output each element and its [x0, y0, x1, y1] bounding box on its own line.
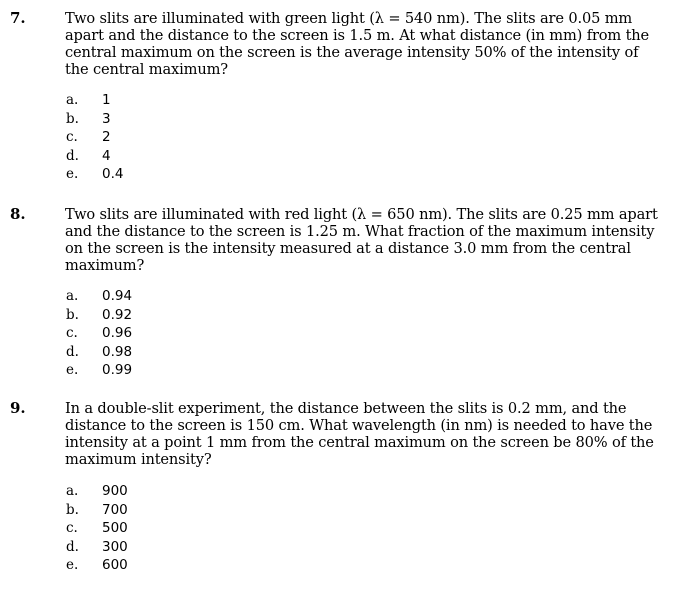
- option-value: 0.94: [102, 288, 133, 304]
- option-label: c.: [66, 129, 78, 145]
- option-e[interactable]: [66, 165, 266, 184]
- question-line: central maximum on the screen is the average intensity 50% of the intensity of: [65, 44, 639, 61]
- option-label: b.: [66, 110, 79, 127]
- option-value: 0.92: [102, 306, 133, 323]
- question-line: maximum intensity?: [65, 451, 212, 468]
- option-label: e.: [66, 557, 79, 573]
- question-line: Two slits are illuminated with green light (λ = 540 nm). The slits are 0.05 mm: [65, 10, 633, 27]
- option-label: a.: [66, 483, 79, 499]
- question-line: the central maximum?: [65, 61, 228, 78]
- question-text: [65, 10, 665, 78]
- question-line: distance to the screen is 150 cm. What wavelength (in nm) is needed to have the: [65, 417, 653, 434]
- question-line: Two slits are illuminated with red light (λ = 650 nm). The slits are 0.25 mm apart: [65, 206, 658, 223]
- option-label: a.: [66, 288, 79, 304]
- question-number: 8.: [10, 205, 26, 223]
- option-value: 0.96: [102, 325, 133, 341]
- question-number: 7.: [10, 9, 26, 27]
- option-c[interactable]: [66, 128, 266, 147]
- question-number: 9.: [10, 399, 26, 417]
- option-value: 500: [102, 520, 128, 536]
- option-value: 0.99: [102, 362, 133, 378]
- question-line: on the screen is the intensity measured at a distance 3.0 mm from the central: [65, 240, 631, 257]
- option-d[interactable]: [66, 147, 266, 166]
- option-value: 0.4: [102, 166, 124, 182]
- question-line: apart and the distance to the screen is 1.5 m. At what distance (in mm) from the: [65, 27, 650, 44]
- option-value: 300: [102, 538, 128, 555]
- question-text: [65, 206, 665, 274]
- option-value: 3: [102, 110, 111, 127]
- option-label: c.: [66, 325, 78, 341]
- option-b[interactable]: [66, 306, 266, 325]
- option-a[interactable]: [66, 482, 266, 501]
- option-value: 2: [102, 129, 111, 145]
- option-label: d.: [66, 538, 79, 555]
- option-c[interactable]: [66, 519, 266, 538]
- option-a[interactable]: [66, 91, 266, 110]
- option-label: b.: [66, 306, 79, 323]
- option-value: 700: [102, 501, 128, 518]
- question-line: maximum?: [65, 257, 145, 274]
- option-label: a.: [66, 92, 79, 108]
- option-label: e.: [66, 362, 79, 378]
- option-e[interactable]: [66, 556, 266, 575]
- option-d[interactable]: [66, 538, 266, 557]
- option-value: 900: [102, 483, 128, 499]
- option-d[interactable]: [66, 343, 266, 362]
- option-label: d.: [66, 343, 79, 360]
- question-text: [65, 400, 665, 468]
- option-value: 4: [102, 147, 111, 164]
- option-value: 600: [102, 557, 128, 573]
- options-list-9: [66, 482, 266, 575]
- question-line: intensity at a point 1 mm from the central maximum on the screen be 80% of the: [65, 434, 654, 451]
- question-line: and the distance to the screen is 1.25 m. What fraction of the maximum intensity: [65, 223, 655, 240]
- option-value: 0.98: [102, 343, 133, 360]
- option-b[interactable]: [66, 501, 266, 520]
- options-list-7: [66, 91, 266, 184]
- option-e[interactable]: [66, 361, 266, 380]
- question-line: In a double-slit experiment, the distance between the slits is 0.2 mm, and the: [65, 400, 627, 417]
- option-label: d.: [66, 147, 79, 164]
- option-b[interactable]: [66, 110, 266, 129]
- option-label: b.: [66, 501, 79, 518]
- option-c[interactable]: [66, 324, 266, 343]
- option-label: c.: [66, 520, 78, 536]
- option-label: e.: [66, 166, 79, 182]
- options-list-8: [66, 287, 266, 380]
- option-value: 1: [102, 92, 111, 108]
- option-a[interactable]: [66, 287, 266, 306]
